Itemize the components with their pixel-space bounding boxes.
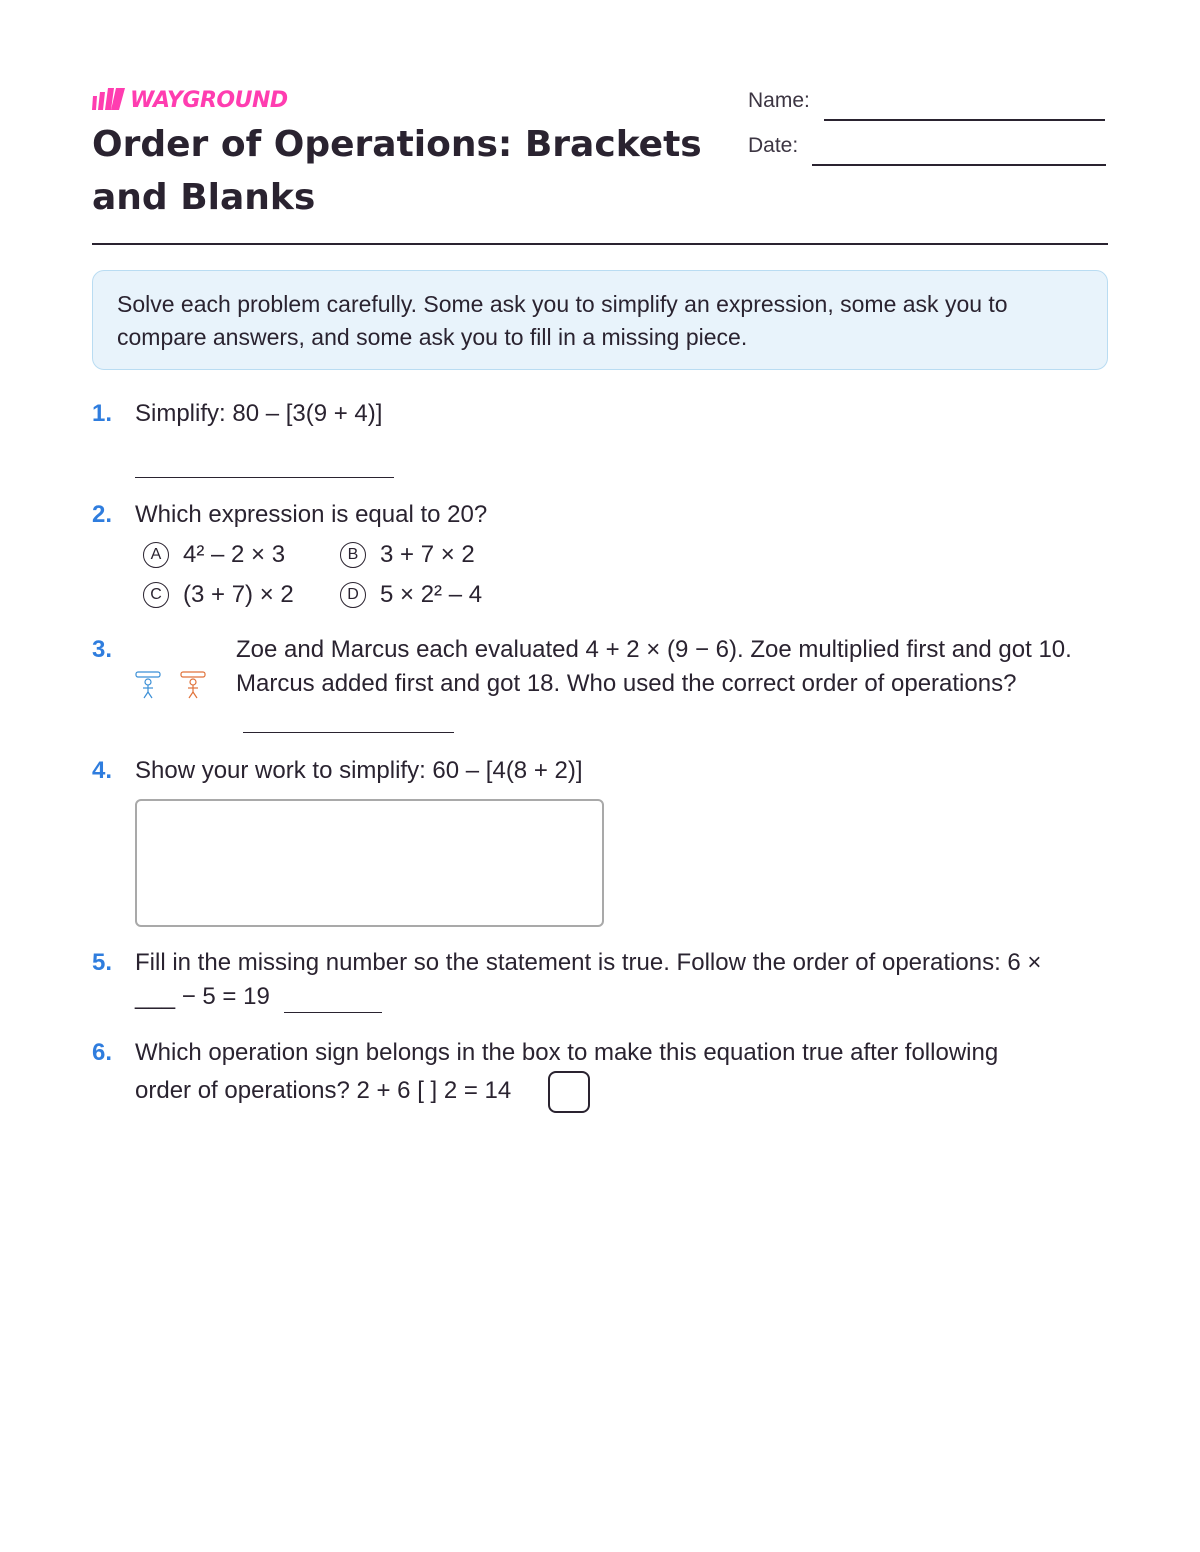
question-5 (92, 946, 1108, 1021)
question-number: 5. (92, 949, 113, 976)
brand-logo (92, 86, 288, 114)
question-6 (92, 1034, 1108, 1114)
answer-box[interactable] (548, 1071, 590, 1113)
date-label: Date: (748, 134, 799, 157)
name-line[interactable] (824, 119, 1105, 121)
header-divider (92, 243, 1108, 245)
marcus-figure-icon (180, 671, 206, 699)
option-a[interactable] (143, 538, 285, 572)
brand-name: WAYGROUND (130, 87, 288, 113)
option-bubble[interactable]: A (143, 542, 169, 568)
question-number: 1. (92, 400, 113, 427)
brand-logo-icon (92, 88, 126, 112)
question-text: Simplify: 80 – [3(9 + 4)] (135, 400, 383, 427)
option-text: (3 + 7) × 2 (183, 581, 294, 608)
question-number: 3. (92, 636, 113, 663)
question-text: Zoe and Marcus each evaluated 4 + 2 × (9 − 6). Zoe multiplied first and got 10. Marcus added first and got 18. Who used the correct order of operations? (236, 636, 1072, 697)
question-number: 2. (92, 501, 113, 528)
question-1 (92, 397, 1108, 487)
answer-line[interactable] (135, 477, 394, 478)
question-number: 6. (92, 1039, 113, 1066)
option-text: 3 + 7 × 2 (380, 541, 475, 568)
option-c[interactable] (143, 578, 294, 612)
question-text: Show your work to simplify: 60 – [4(8 + 2)] (135, 757, 583, 784)
question-text (135, 946, 1108, 1014)
question-text: Which expression is equal to 20? (135, 501, 488, 528)
zoe-figure-icon (135, 671, 161, 699)
option-bubble[interactable]: B (340, 542, 366, 568)
question-2 (92, 498, 1108, 618)
question-text-line: Fill in the missing number so the statement is true. Follow the order of operations: 6 × (135, 949, 1042, 976)
option-bubble[interactable]: D (340, 582, 366, 608)
name-field[interactable] (748, 89, 1105, 113)
name-label: Name: (748, 89, 810, 112)
question-text-line: Which operation sign belongs in the box to make this equation true after following (135, 1039, 999, 1066)
question-text-line: order of operations? 2 + 6 [ ] 2 = 14 (135, 1077, 512, 1104)
option-text: 4² – 2 × 3 (183, 541, 286, 568)
work-box[interactable] (135, 799, 604, 927)
question-3 (92, 633, 1108, 743)
answer-line[interactable] (284, 1012, 382, 1013)
worksheet-title: Order of Operations: Brackets and Blanks (92, 124, 702, 218)
date-line[interactable] (812, 164, 1106, 166)
option-b[interactable] (340, 538, 475, 572)
date-field[interactable] (748, 134, 1106, 158)
instructions-box: Solve each problem carefully. Some ask you to simplify an expression, some ask you to compare answers, and some ask you to fill in a missing piece. (92, 270, 1108, 370)
option-d[interactable] (340, 578, 482, 612)
option-text: 5 × 2² – 4 (380, 581, 483, 608)
question-number: 4. (92, 757, 113, 784)
question-text (135, 1034, 1108, 1110)
option-bubble[interactable]: C (143, 582, 169, 608)
question-4 (92, 754, 1108, 934)
answer-line[interactable] (243, 732, 454, 733)
question-text-line: ___ − 5 = 19 (135, 983, 270, 1010)
